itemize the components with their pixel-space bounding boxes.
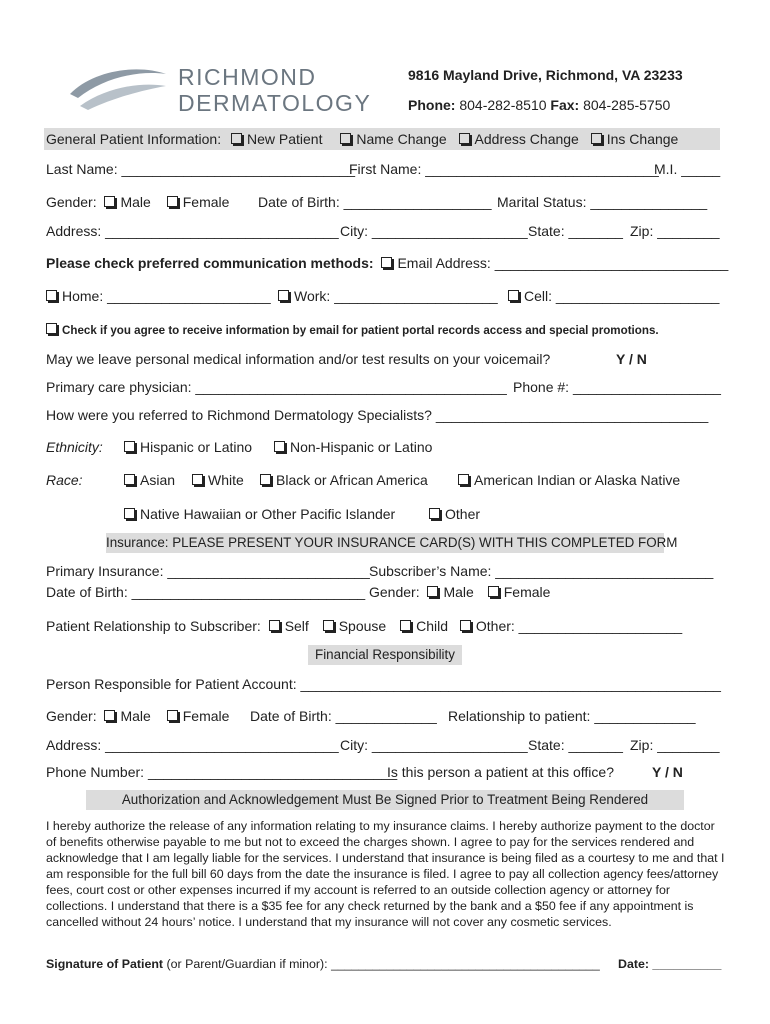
last-name-field[interactable]: Last Name: ______________________________ <box>46 161 356 177</box>
responsible-male-checkbox[interactable]: Male <box>104 708 150 724</box>
asian-checkbox[interactable]: Asian <box>124 472 175 488</box>
new-patient-checkbox[interactable]: New Patient <box>231 131 322 147</box>
checkbox-icon <box>124 441 135 452</box>
referral-field[interactable]: How were you referred to Richmond Dermatology Specialists? ___________________________________ <box>46 407 709 423</box>
non-hispanic-checkbox[interactable]: Non-Hispanic or Latino <box>274 439 432 455</box>
checkbox-icon <box>591 133 602 144</box>
spouse-checkbox[interactable]: Spouse <box>323 618 386 634</box>
state-field[interactable]: State: _______ <box>528 223 623 239</box>
checkbox-icon <box>459 133 470 144</box>
subscriber-gender-label: Gender: <box>369 584 420 600</box>
subscriber-name-field[interactable]: Subscriber’s Name: ____________________________ <box>369 563 714 579</box>
checkbox-icon <box>381 257 392 268</box>
other-race-checkbox[interactable]: Other <box>429 506 480 522</box>
general-info-label: General Patient Information: <box>46 131 222 147</box>
general-info-row <box>46 131 678 147</box>
office-phone-line <box>408 97 670 113</box>
checkbox-icon <box>192 474 203 485</box>
checkbox-icon <box>427 586 438 597</box>
responsible-dob-field[interactable]: Date of Birth: _____________ <box>250 708 437 724</box>
ethnicity-label: Ethnicity: <box>46 439 103 455</box>
zip-field[interactable]: Zip: ________ <box>630 223 720 239</box>
checkbox-icon <box>167 196 178 207</box>
checkbox-icon <box>167 710 178 721</box>
comm-label: Please check preferred communication methods: <box>46 255 374 271</box>
checkbox-icon <box>400 620 411 631</box>
is-patient-yn[interactable]: Y / N <box>652 764 683 780</box>
address-change-checkbox[interactable]: Address Change <box>459 131 579 147</box>
city-field[interactable]: City: ____________________ <box>340 223 528 239</box>
primary-insurance-field[interactable]: Primary Insurance: __________________________ <box>46 563 370 579</box>
checkbox-icon <box>323 620 334 631</box>
pacific-islander-checkbox[interactable]: Native Hawaiian or Other Pacific Islander <box>124 506 395 522</box>
checkbox-icon <box>104 710 115 721</box>
logo <box>68 64 168 114</box>
male-checkbox[interactable]: Male <box>104 194 150 210</box>
fax-number: 804-285-5750 <box>583 97 671 113</box>
checkbox-icon <box>46 323 57 334</box>
checkbox-icon <box>278 290 289 301</box>
checkbox-icon <box>260 474 271 485</box>
logo-line1: RICHMOND <box>178 64 317 90</box>
race-label: Race: <box>46 472 83 488</box>
ins-change-checkbox[interactable]: Ins Change <box>591 131 679 147</box>
is-patient-question: Is this person a patient at this office? <box>387 764 614 780</box>
responsible-state-field[interactable]: State: _______ <box>528 737 623 753</box>
hispanic-checkbox[interactable]: Hispanic or Latino <box>124 439 252 455</box>
pcp-field[interactable]: Primary care physician: ________________________________________ <box>46 379 507 395</box>
self-checkbox[interactable]: Self <box>269 618 309 634</box>
office-address: 9816 Mayland Drive, Richmond, VA 23233 <box>408 67 683 83</box>
checkbox-icon <box>46 290 57 301</box>
responsible-relationship-field[interactable]: Relationship to patient: _____________ <box>448 708 696 724</box>
checkbox-icon <box>269 620 280 631</box>
subscriber-male-checkbox[interactable]: Male <box>427 584 473 600</box>
checkbox-icon <box>458 474 469 485</box>
pcp-phone-field[interactable]: Phone #: ___________________ <box>513 379 721 395</box>
home-phone-checkbox[interactable]: Home: _____________________ <box>46 288 271 304</box>
signature-date-field[interactable]: Date: __________ <box>618 957 722 971</box>
responsible-person-field[interactable]: Person Responsible for Patient Account: ______________________________________________________ <box>46 676 721 692</box>
checkbox-icon <box>274 441 285 452</box>
cell-phone-checkbox[interactable]: Cell: _____________________ <box>508 288 719 304</box>
authorization-header: Authorization and Acknowledgement Must Be Signed Prior to Treatment Being Rendered <box>121 792 649 807</box>
checkbox-icon <box>460 620 471 631</box>
responsible-female-checkbox[interactable]: Female <box>167 708 230 724</box>
checkbox-icon <box>124 474 135 485</box>
checkbox-icon <box>488 586 499 597</box>
first-name-field[interactable]: First Name: ______________________________ <box>349 161 659 177</box>
name-change-checkbox[interactable]: Name Change <box>340 131 446 147</box>
checkbox-icon <box>124 508 135 519</box>
female-checkbox[interactable]: Female <box>167 194 230 210</box>
relationship-row <box>46 618 682 634</box>
checkbox-icon <box>340 133 351 144</box>
email-checkbox[interactable]: Email Address: ______________________________ <box>381 255 728 271</box>
financial-header: Financial Responsibility <box>315 647 455 662</box>
checkbox-icon <box>231 133 242 144</box>
logo-line2: DERMATOLOGY <box>178 90 372 116</box>
responsible-zip-field[interactable]: Zip: ________ <box>630 737 720 753</box>
responsible-address-field[interactable]: Address: ______________________________ <box>46 737 339 753</box>
voicemail-question: May we leave personal medical information and/or test results on your voicemail? <box>46 351 551 367</box>
gender-row <box>46 194 229 210</box>
black-checkbox[interactable]: Black or African America <box>260 472 428 488</box>
fax-label: Fax: <box>550 97 580 113</box>
signature-label: Signature of Patient <box>46 957 164 971</box>
relationship-label: Patient Relationship to Subscriber: <box>46 618 261 634</box>
checkbox-icon <box>508 290 519 301</box>
subscriber-dob-field[interactable]: Date of Birth: ______________________________ <box>46 584 366 600</box>
subscriber-female-checkbox[interactable]: Female <box>488 584 551 600</box>
marital-status-field[interactable]: Marital Status: _______________ <box>497 194 708 210</box>
subscriber-gender-row <box>369 584 550 600</box>
responsible-gender-row <box>46 708 229 724</box>
comm-row <box>46 255 728 271</box>
logo-swoosh-icon <box>68 64 168 114</box>
signature-line[interactable] <box>46 957 600 971</box>
responsible-phone-field[interactable]: Phone Number: ________________________________ <box>46 764 398 780</box>
other-relationship-checkbox[interactable]: Other: _____________________ <box>460 618 682 634</box>
responsible-gender-label: Gender: <box>46 708 97 724</box>
authorization-text: I hereby authorize the release of any information relating to my insurance claims. I hereby authorize payment to the doctor of benefits otherwise payable to me but not to exceed the charges shown. I agree to pay for the services rendered and acknowledge that I am legally liable for the services. I understand that insurance is being filed as a courtesy to me and that I am responsible for the full bill 60 days from the date the insurance is filed. I agree to pay all collection agency fees/attorney fees, court cost or other expenses incurred if my account is referred to an outside collection agency or attorney for collections. I understand that there is a $35 fee for any check returned by the bank and a $50 fee if any appointment is cancelled without 24 hours’ notice. I understand that my insurance will not cover any cosmetic services. <box>46 819 725 929</box>
responsible-city-field[interactable]: City: ____________________ <box>340 737 528 753</box>
address-field[interactable]: Address: ______________________________ <box>46 223 339 239</box>
insurance-header: Insurance: PLEASE PRESENT YOUR INSURANCE CARD(S) WITH THIS COMPLETED FORM <box>106 535 678 550</box>
child-checkbox[interactable]: Child <box>400 618 448 634</box>
gender-label: Gender: <box>46 194 97 210</box>
signature-rest: (or Parent/Guardian if minor): _______________________________________ <box>163 957 600 971</box>
checkbox-icon <box>104 196 115 207</box>
american-indian-checkbox[interactable]: American Indian or Alaska Native <box>458 472 680 488</box>
checkbox-icon <box>429 508 440 519</box>
voicemail-yn[interactable]: Y / N <box>616 351 647 367</box>
white-checkbox[interactable]: White <box>192 472 244 488</box>
phone-label: Phone: <box>408 97 456 113</box>
email-consent-checkbox[interactable]: Check if you agree to receive information by email for patient portal records access and special promotions. <box>46 323 659 337</box>
phone-number: 804-282-8510 <box>459 97 547 113</box>
work-phone-checkbox[interactable]: Work: _____________________ <box>278 288 498 304</box>
dob-field[interactable]: Date of Birth: ___________________ <box>258 194 492 210</box>
middle-initial-field[interactable]: M.I. _____ <box>654 161 721 177</box>
